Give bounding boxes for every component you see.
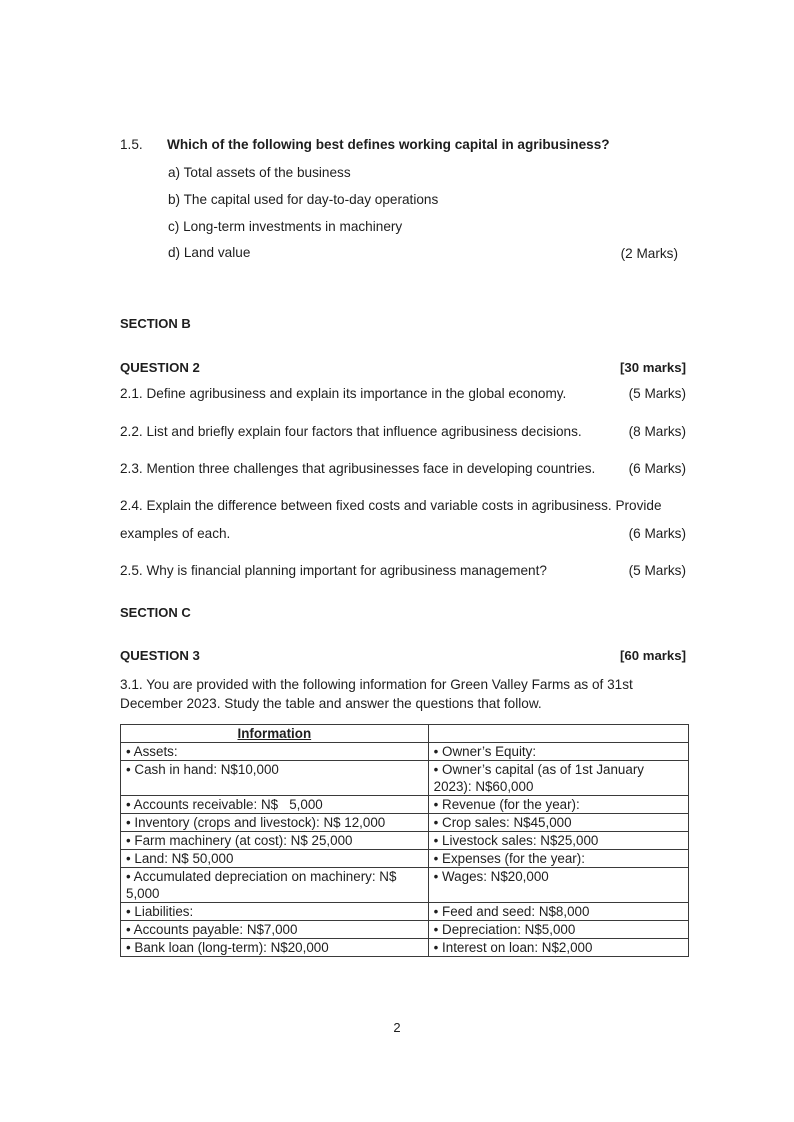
table-row (121, 903, 689, 921)
question-item: 2.1. Define agribusiness and explain its importance in the global economy. (120, 386, 567, 401)
marks-label: (5 Marks) (628, 386, 686, 401)
table-cell: • Cash in hand: N$10,000 (121, 761, 429, 796)
table-row (121, 832, 689, 850)
table-cell: • Accumulated depreciation on machinery: N$ 5,000 (121, 868, 429, 903)
table-cell: • Farm machinery (at cost): N$ 25,000 (121, 832, 429, 850)
table-row (121, 761, 689, 796)
table-cell: • Crop sales: N$45,000 (428, 814, 688, 832)
table-cell: • Expenses (for the year): (428, 850, 688, 868)
table-cell: • Owner’s capital (as of 1st January 2023): N$60,000 (428, 761, 688, 796)
section-heading: SECTION C (120, 605, 191, 620)
question-item: 2.4. Explain the difference between fixed costs and variable costs in agribusiness. Provide (120, 498, 662, 513)
question-item: 2.3. Mention three challenges that agribusinesses face in developing countries. (120, 461, 596, 476)
table-header (428, 725, 688, 743)
option-b: b) The capital used for day-to-day operations (168, 192, 439, 207)
table-cell: • Livestock sales: N$25,000 (428, 832, 688, 850)
table-row (121, 743, 689, 761)
table-header-row (121, 725, 689, 743)
question-item: 2.5. Why is financial planning important for agribusiness management? (120, 563, 547, 578)
option-d: d) Land value (168, 245, 251, 260)
table-row (121, 939, 689, 957)
marks-label: (6 Marks) (628, 461, 686, 476)
table-header: Information (121, 725, 429, 743)
question-item: 2.2. List and briefly explain four factors that influence agribusiness decisions. (120, 424, 582, 439)
table-row (121, 850, 689, 868)
table-cell: • Liabilities: (121, 903, 429, 921)
table-row (121, 868, 689, 903)
table-cell: • Interest on loan: N$2,000 (428, 939, 688, 957)
table-cell: • Land: N$ 50,000 (121, 850, 429, 868)
page-number: 2 (393, 1020, 401, 1035)
table-row (121, 921, 689, 939)
question-number: 1.5. (120, 137, 143, 152)
question-heading: QUESTION 2 (120, 360, 200, 375)
question-item-continuation: examples of each. (120, 526, 231, 541)
table-cell: • Inventory (crops and livestock): N$ 12,000 (121, 814, 429, 832)
question-heading: QUESTION 3 (120, 648, 200, 663)
option-c: c) Long-term investments in machinery (168, 219, 403, 234)
section-heading: SECTION B (120, 316, 191, 331)
marks-label: (2 Marks) (620, 246, 678, 261)
table-cell: • Owner’s Equity: (428, 743, 688, 761)
table-cell: • Accounts payable: N$7,000 (121, 921, 429, 939)
table-cell: • Depreciation: N$5,000 (428, 921, 688, 939)
option-a: a) Total assets of the business (168, 165, 351, 180)
table-cell: • Wages: N$20,000 (428, 868, 688, 903)
table-row (121, 796, 689, 814)
marks-label: (5 Marks) (628, 563, 686, 578)
total-marks: [60 marks] (620, 648, 686, 663)
total-marks: [30 marks] (620, 360, 686, 375)
table-cell: • Accounts receivable: N$ 5,000 (121, 796, 429, 814)
question-intro: 3.1. You are provided with the following information for Green Valley Farms as of 31st December 2023. Study the table and answer the questions that follow. (120, 677, 633, 711)
table-cell: • Revenue (for the year): (428, 796, 688, 814)
table-cell: • Bank loan (long-term): N$20,000 (121, 939, 429, 957)
information-table (120, 724, 689, 957)
question-text: Which of the following best defines working capital in agribusiness? (167, 137, 610, 152)
marks-label: (6 Marks) (628, 526, 686, 541)
table-row (121, 814, 689, 832)
marks-label: (8 Marks) (628, 424, 686, 439)
table-cell: • Assets: (121, 743, 429, 761)
table-cell: • Feed and seed: N$8,000 (428, 903, 688, 921)
